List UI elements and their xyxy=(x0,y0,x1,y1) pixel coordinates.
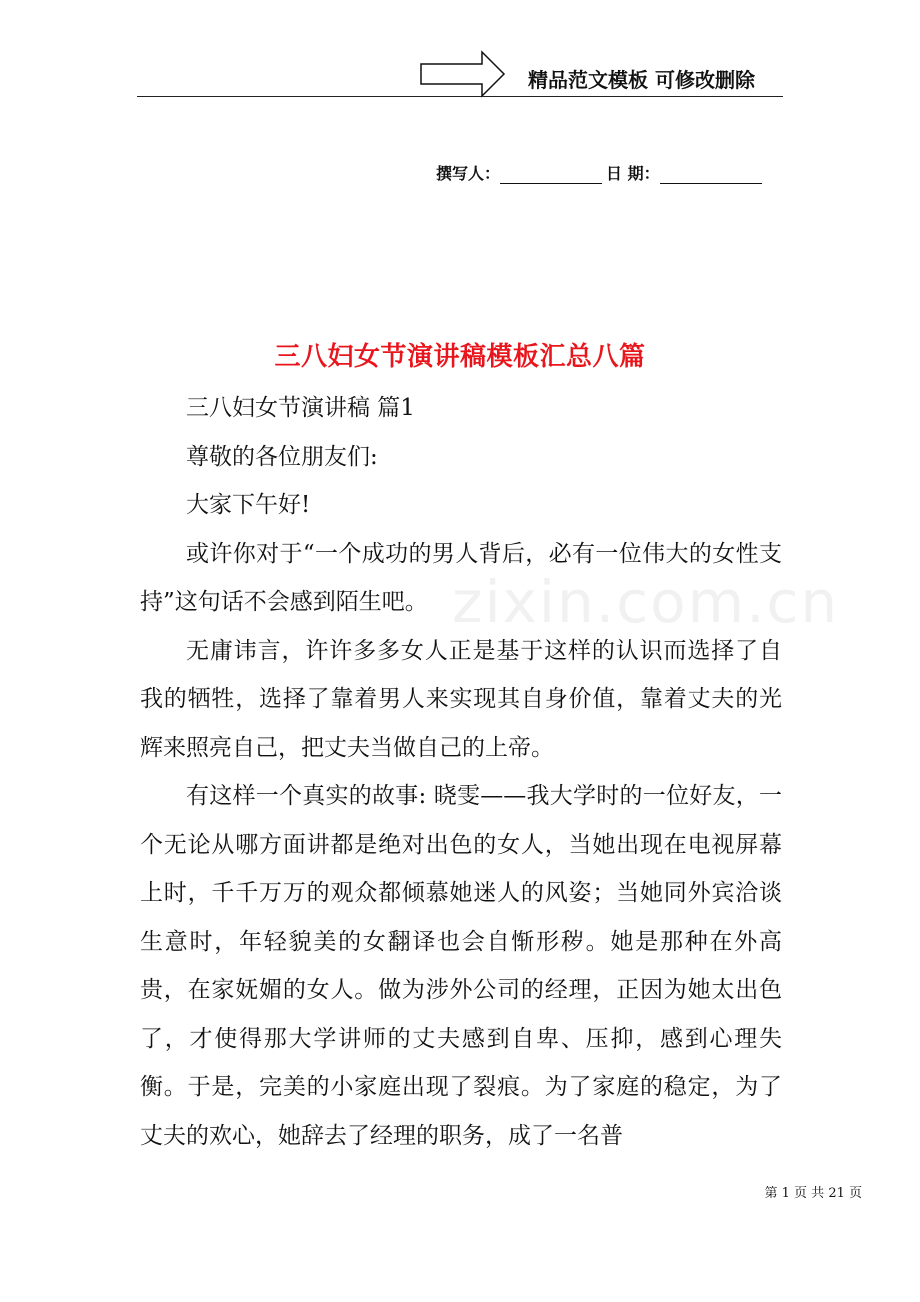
author-date-line xyxy=(436,162,784,184)
author-blank xyxy=(500,165,602,184)
page-number: 第 1 页 共 21 页 xyxy=(764,1186,862,1201)
body-paragraph: 无庸讳言，许许多多女人正是基于这样的认识而选择了自我的牺牲，选择了靠着男人来实现其自身价值，靠着丈夫的光辉来照亮自己，把丈夫当做自己的上帝。 xyxy=(140,637,782,761)
date-blank xyxy=(660,165,762,184)
body-paragraph: 或许你对于“一个成功的男人背后，必有一位伟大的女性支持”这句话不会感到陌生吧。 xyxy=(140,540,782,615)
arrow-icon xyxy=(420,50,506,98)
author-label: 撰写人： xyxy=(436,164,501,183)
date-label: 日 期： xyxy=(606,164,660,183)
header-banner: 精品范文模板 可修改删除 xyxy=(528,68,755,92)
header-divider xyxy=(137,96,783,97)
section-heading: 三八妇女节演讲稿 篇1 xyxy=(186,395,415,421)
document-body xyxy=(140,384,782,1160)
watermark: zixin.com.cn xyxy=(452,568,840,636)
document-title: 三八妇女节演讲稿模板汇总八篇 xyxy=(274,342,646,372)
greeting: 大家下午好! xyxy=(186,492,311,518)
body-paragraph: 有这样一个真实的故事: 晓雯——我大学时的一位好友，一个无论从哪方面讲都是绝对出色的女人，当她出现在电视屏幕上时，千千万万的观众都倾慕她迷人的风姿；当她同外宾洽谈生意时，年轻貌美的女翻译也会自惭形秽。她是那种在外高贵，在家妩媚的女人。做为涉外公司的经理，正因为她太出色了，才使得那大学讲师的丈夫感到自卑、压抑，感到心理失衡。于是，完美的小家庭出现了裂痕。为了家庭的稳定，为了丈夫的欢心，她辞去了经理的职务，成了一名普 xyxy=(140,783,782,1149)
salutation: 尊敬的各位朋友们: xyxy=(186,443,378,470)
